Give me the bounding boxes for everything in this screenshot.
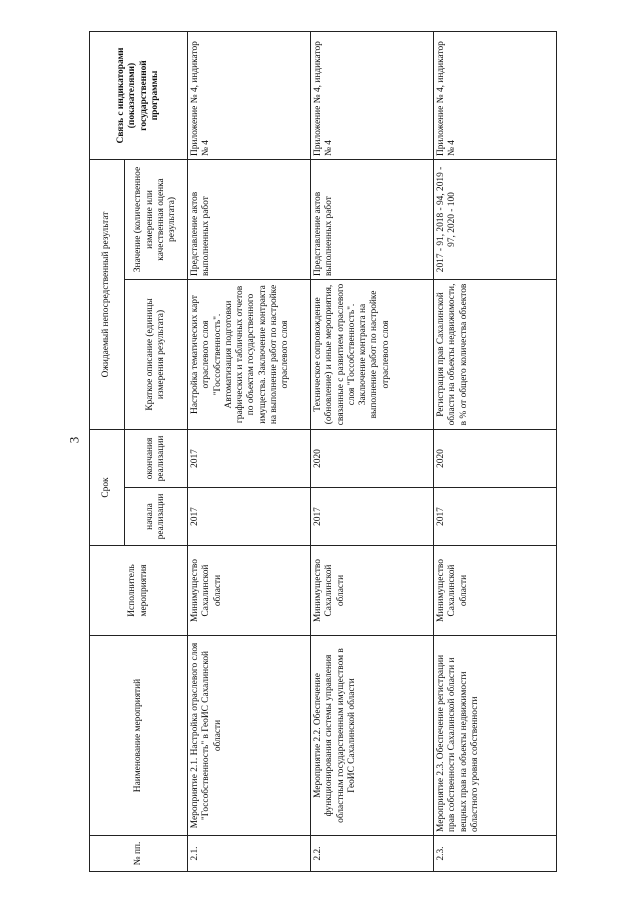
table-row [434,32,557,872]
row-name: Мероприятие 2.1. Настройка отраслевого слоя "Госсобственность" в ГеоИС Сахалинской области [188,636,311,836]
header-name: Наименование мероприятий [90,636,188,836]
header-value: Значение (количественное измерение или качественная оценка результата) [125,160,188,280]
row-num: 2.1. [188,836,311,872]
row-link: Приложение № 4, индикатор № 4 [434,32,557,160]
header-executor: Исполнитель мероприятия [90,546,188,636]
row-start: 2017 [188,488,311,546]
header-link: Связь с индикаторами (показателями) государственной программы [90,32,188,160]
table-row [311,32,434,872]
row-name: Мероприятие 2.2. Обеспечение функционирования системы управления областным государственным имуществом в ГеоИС Сахалинской области [311,636,434,836]
row-value: Представление актов выполненных работ [188,160,311,280]
row-link: Приложение № 4, индикатор № 4 [188,32,311,160]
header-term-start: начала реализации [125,488,188,546]
rotated-table-page [89,32,551,872]
page-number: 3 [66,436,82,444]
header-term: Срок [90,430,125,546]
header-num: № пп. [90,836,188,872]
row-desc: Настройка тематических карт отраслевого слоя "Госсобственность". Автоматизация подготовки графических и табличных отчетов по объектам государственного имущества. Заключение контракта на выполнение работ по настройке отраслевого слоя [188,280,311,430]
row-num: 2.2. [311,836,434,872]
row-executor: Минимущество Сахалинской области [188,546,311,636]
row-num: 2.3. [434,836,557,872]
row-executor: Минимущество Сахалинской области [434,546,557,636]
row-end: 2017 [188,430,311,488]
row-end: 2020 [311,430,434,488]
row-link: Приложение № 4, индикатор № 4 [311,32,434,160]
row-name: Мероприятие 2.3. Обеспечение регистрации прав собственности Сахалинской области и вещных прав на объекты недвижимости областного уровня собственности [434,636,557,836]
activities-table [89,31,557,872]
row-value: 2017 - 91, 2018 - 94, 2019 - 97, 2020 - 100 [434,160,557,280]
row-start: 2017 [434,488,557,546]
row-executor: Минимущество Сахалинской области [311,546,434,636]
row-start: 2017 [311,488,434,546]
row-desc: Техническое сопровождение (обновление) и иные мероприятия, связанные с развитием отраслевого слоя "Госсобственность". Заключение контракта на выполнение работ по настройке отраслевого слоя [311,280,434,430]
header-desc: Краткое описание (единицы измерения результата) [125,280,188,430]
table-row [188,32,311,872]
header-term-end: окончания реализации [125,430,188,488]
row-end: 2020 [434,430,557,488]
row-value: Представление актов выполненных работ [311,160,434,280]
header-expected: Ожидаемый непосредственный результат [90,160,125,430]
row-desc: Регистрация прав Сахалинской области на объекты недвижимости, в % от общего количества объектов [434,280,557,430]
